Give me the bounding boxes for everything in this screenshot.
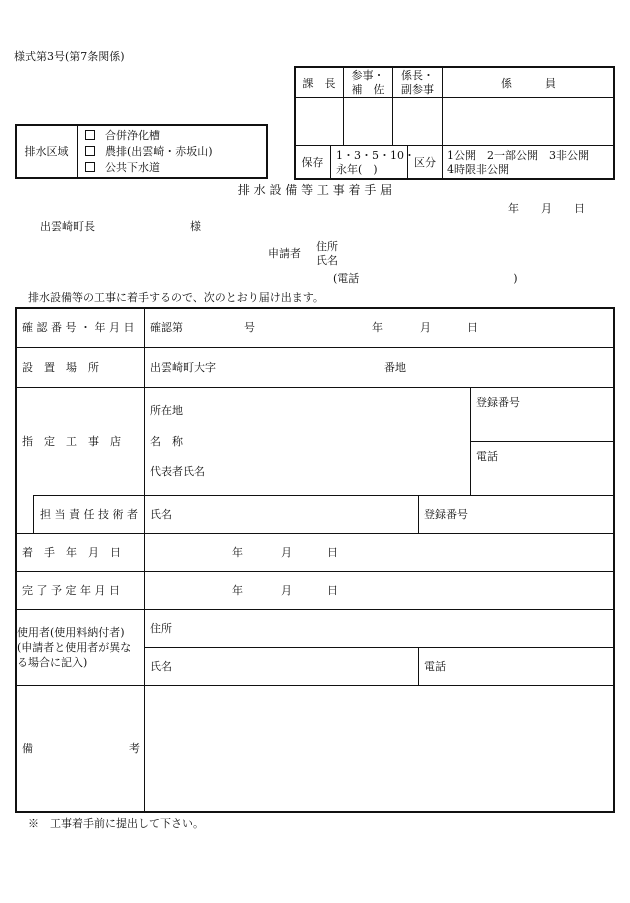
contractor-label: 指 定 工 事 店: [22, 435, 121, 448]
submission-date: 年 月 日: [508, 202, 585, 215]
district-option-sewer[interactable]: 公共下水道: [85, 161, 160, 174]
user-label-2: (申請者と使用者が異な: [17, 641, 132, 654]
contractor-registration: 登録番号: [476, 396, 520, 409]
district-option-rural[interactable]: 農排(出雲崎・赤坂山): [85, 145, 213, 158]
confirm-label: 確 認 番 号 ・ 年 月 日: [22, 321, 135, 334]
user-label-1: 使用者(使用料納付者): [17, 626, 125, 639]
checkbox-icon[interactable]: [85, 130, 95, 140]
form-title: 排 水 設 備 等 工 事 着 手 届: [237, 183, 393, 197]
start-day: 日: [327, 546, 338, 559]
contractor-representative: 代表者氏名: [150, 465, 205, 478]
confirm-go: 号: [244, 321, 255, 334]
completion-day: 日: [327, 584, 338, 597]
hozon-label: 保存: [301, 156, 324, 169]
applicant-label: 申請者: [268, 247, 301, 260]
kubun-label: 区分: [414, 156, 436, 169]
contractor-phone: 電話: [476, 450, 498, 463]
intro-text: 排水設備等の工事に着手するので、次のとおり届け出ます。: [28, 291, 324, 304]
start-date-label: 着 手 年 月 日: [22, 546, 121, 559]
start-year: 年: [232, 546, 243, 559]
kubun-options-2: 4時限非公開: [447, 163, 509, 176]
engineer-label: 担 当 責 任 技 術 者: [40, 508, 138, 521]
start-month: 月: [281, 546, 292, 559]
user-name: 氏名: [150, 660, 172, 673]
completion-date-label: 完 了 予 定 年 月 日: [22, 584, 120, 597]
honorific: 様: [190, 220, 201, 233]
engineer-name: 氏名: [150, 508, 172, 521]
kubun-options-1: 1公開 2一部公開 3非公開: [447, 149, 589, 162]
contractor-name: 名 称: [150, 435, 183, 448]
footnote: ※ 工事着手前に提出して下さい。: [28, 817, 204, 830]
hosa-header: 補 佐: [351, 83, 385, 96]
confirm-prefix: 確認第: [150, 321, 183, 334]
kakariin-header: 係 員: [501, 77, 556, 90]
completion-year: 年: [232, 584, 243, 597]
district-label: 排水区域: [24, 145, 69, 158]
checkbox-icon[interactable]: [85, 162, 95, 172]
applicant-name-label: 氏名: [316, 254, 338, 267]
remarks-label-left: 備: [22, 742, 33, 755]
confirm-month: 月: [420, 321, 431, 334]
applicant-phone: (電話 ): [333, 272, 518, 285]
checkbox-icon[interactable]: [85, 146, 95, 156]
confirm-year: 年: [372, 321, 383, 334]
form-number: 様式第3号(第7条関係): [14, 50, 125, 63]
addressee: 出雲崎町長: [40, 220, 95, 233]
fukusanji-header: 副参事: [401, 83, 434, 96]
remarks-label-right: 考: [129, 742, 140, 755]
sanji-header: 参事・: [351, 69, 385, 82]
contractor-address: 所在地: [150, 404, 183, 417]
confirm-day: 日: [467, 321, 478, 334]
location-value: 出雲崎町大字: [150, 361, 216, 374]
kakaricho-header: 係長・: [401, 69, 434, 82]
user-address: 住所: [150, 622, 172, 635]
applicant-address-label: 住所: [316, 240, 338, 253]
hozon-options-1: 1・3・5・10・: [336, 149, 415, 162]
engineer-registration: 登録番号: [424, 508, 468, 521]
location-label: 設 置 場 所: [22, 361, 99, 374]
remarks-field[interactable]: [145, 686, 613, 811]
district-option-septic[interactable]: 合併浄化槽: [85, 129, 160, 142]
user-phone: 電話: [424, 660, 446, 673]
user-label-3: る場合に記入): [17, 656, 88, 669]
location-banchi: 番地: [384, 361, 406, 374]
kacho-header: 課 長: [302, 77, 336, 90]
hozon-options-2: 永年( ): [336, 163, 378, 176]
completion-month: 月: [281, 584, 292, 597]
